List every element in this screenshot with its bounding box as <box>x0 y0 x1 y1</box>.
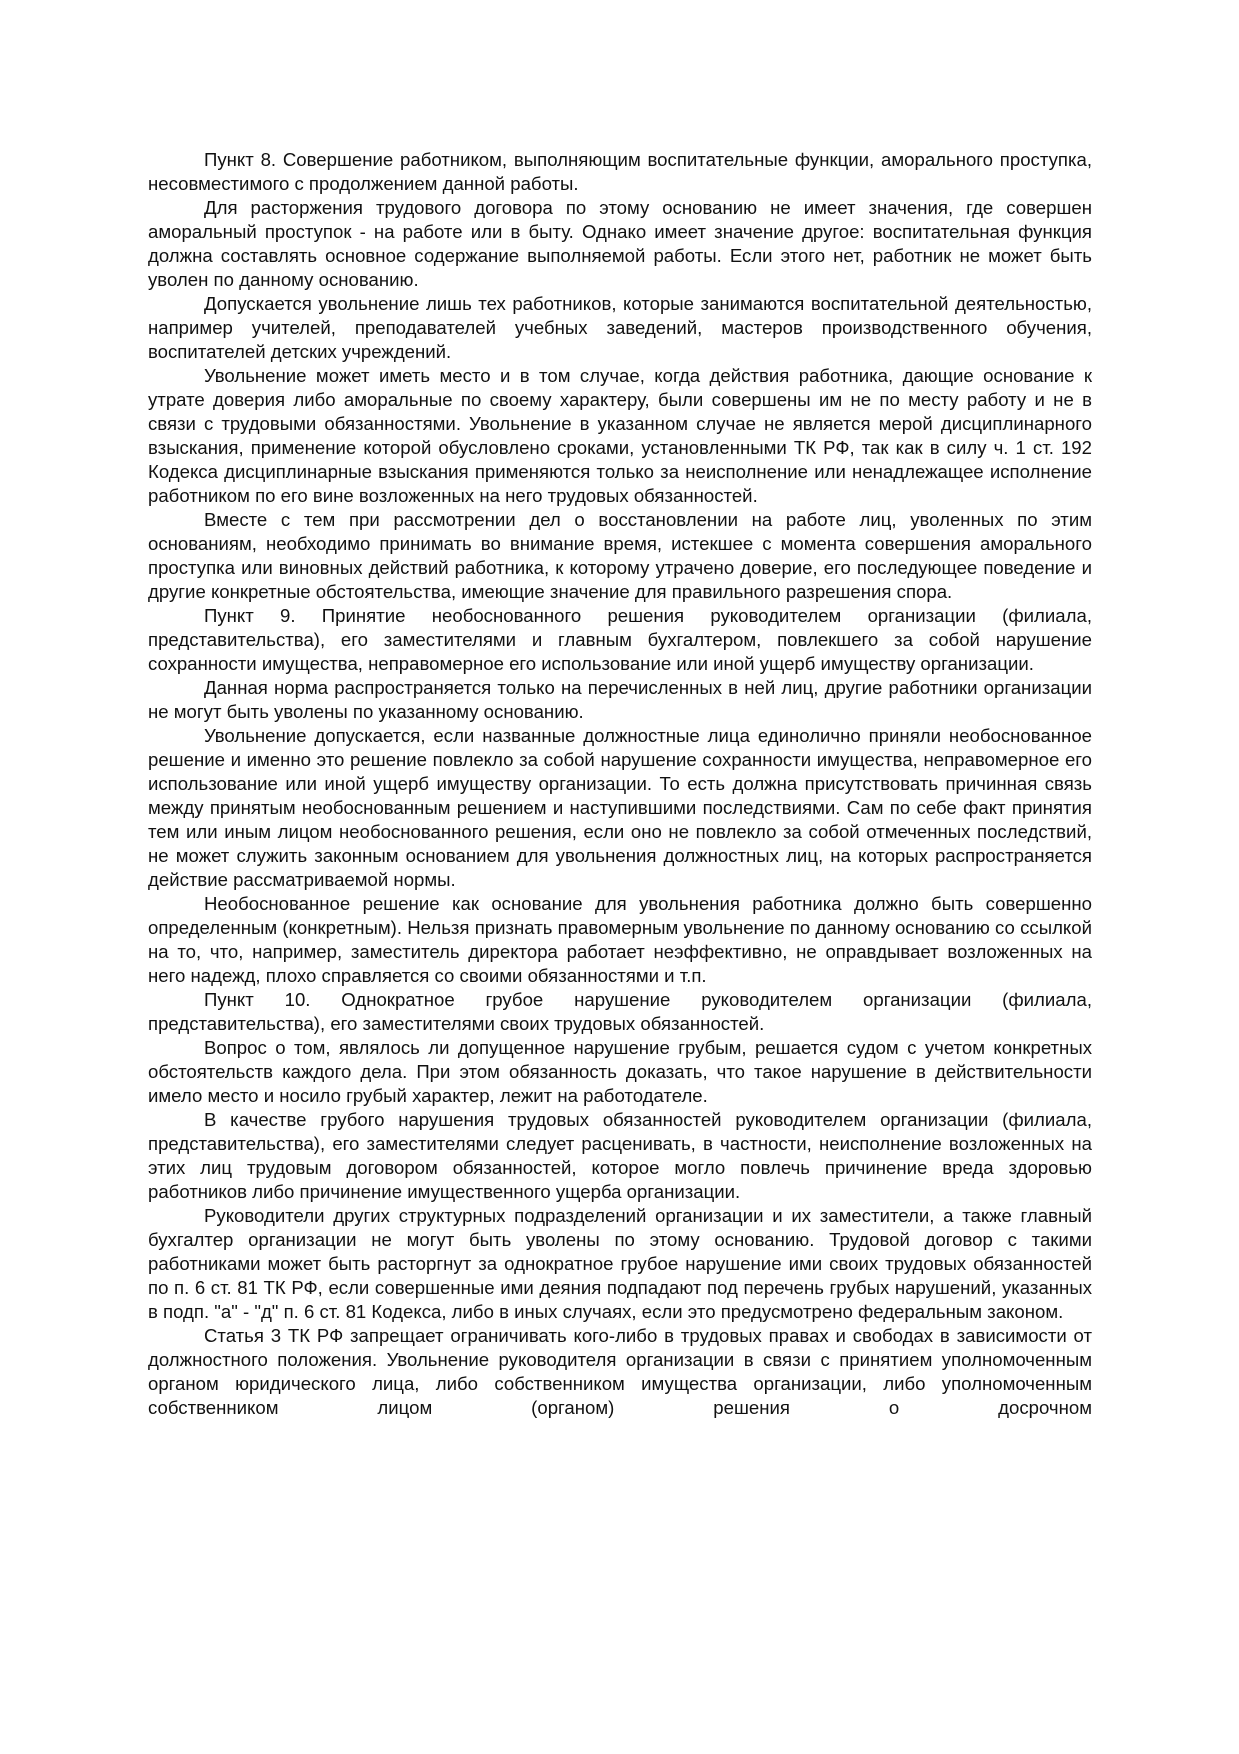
paragraph-last: Статья 3 ТК РФ запрещает ограничивать кого-либо в трудовых правах и свободах в зависимости от должностного положения. Увольнение руководителя организации в связи с принятием уполномоченным органом юридического лица, либо собственником имущества организации, либо уполномоченным собственником лицом (органом) решения о досрочном <box>148 1325 1092 1418</box>
paragraph: Данная норма распространяется только на перечисленных в ней лиц, другие работники организации не могут быть уволены по указанному основанию. <box>148 677 1092 722</box>
paragraph: Вопрос о том, являлось ли допущенное нарушение грубым, решается судом с учетом конкретных обстоятельств каждого дела. При этом обязанность доказать, что такое нарушение в действительности имело место и носило грубый характер, лежит на работодателе. <box>148 1037 1092 1106</box>
paragraph: В качестве грубого нарушения трудовых обязанностей руководителем организации (филиала, представительства), его заместителями следует расценивать, в частности, неисполнение возложенных на этих лиц трудовым договором обязанностей, которое могло повлечь причинение вреда здоровью работников либо причинение имущественного ущерба организации. <box>148 1109 1092 1202</box>
paragraph: Пункт 10. Однократное грубое нарушение руководителем организации (филиала, представительства), его заместителями своих трудовых обязанностей. <box>148 989 1092 1034</box>
paragraph: Увольнение допускается, если названные должностные лица единолично приняли необоснованное решение и именно это решение повлекло за собой нарушение сохранности имущества, неправомерное его использование или иной ущерб имуществу организации. То есть должна присутствовать причинная связь между принятым необоснованным решением и наступившими последствиями. Сам по себе факт принятия тем или иным лицом необоснованного решения, если оно не повлекло за собой отмеченных последствий, не может служить законным основанием для увольнения должностных лиц, на которых распространяется действие рассматриваемой нормы. <box>148 725 1092 890</box>
paragraph: Для расторжения трудового договора по этому основанию не имеет значения, где совершен аморальный проступок - на работе или в быту. Однако имеет значение другое: воспитательная функция должна составлять основное содержание выполняемой работы. Если этого нет, работник не может быть уволен по данному основанию. <box>148 197 1092 290</box>
paragraph: Увольнение может иметь место и в том случае, когда действия работника, дающие основание к утрате доверия либо аморальные по своему характеру, были совершены им не по месту работу и не в связи с трудовыми обязанностями. Увольнение в указанном случае не является мерой дисциплинарного взыскания, применение которой обусловлено сроками, установленными ТК РФ, так как в силу ч. 1 ст. 192 Кодекса дисциплинарные взыскания применяются только за неисполнение или ненадлежащее исполнение работником по его вине возложенных на него трудовых обязанностей. <box>148 365 1092 506</box>
paragraph: Пункт 9. Принятие необоснованного решения руководителем организации (филиала, представительства), его заместителями и главным бухгалтером, повлекшего за собой нарушение сохранности имущества, неправомерное его использование или иной ущерб имуществу организации. <box>148 605 1092 674</box>
paragraph: Допускается увольнение лишь тех работников, которые занимаются воспитательной деятельностью, например учителей, преподавателей учебных заведений, мастеров производственного обучения, воспитателей детских учреждений. <box>148 293 1092 362</box>
paragraph: Пункт 8. Совершение работником, выполняющим воспитательные функции, аморального проступка, несовместимого с продолжением данной работы. <box>148 149 1092 194</box>
paragraph: Необоснованное решение как основание для увольнения работника должно быть совершенно определенным (конкретным). Нельзя признать правомерным увольнение по данному основанию со ссылкой на то, что, например, заместитель директора работает неэффективно, не оправдывает возложенных на него надежд, плохо справляется со своими обязанностями и т.п. <box>148 893 1092 986</box>
document-page <box>148 148 1092 1420</box>
paragraph: Руководители других структурных подразделений организации и их заместители, а также главный бухгалтер организации не могут быть уволены по этому основанию. Трудовой договор с такими работниками может быть расторгнут за однократное грубое нарушение ими своих трудовых обязанностей по п. 6 ст. 81 ТК РФ, если совершенные ими деяния подпадают под перечень грубых нарушений, указанных в подп. "а" - "д" п. 6 ст. 81 Кодекса, либо в иных случаях, если это предусмотрено федеральным законом. <box>148 1205 1092 1322</box>
paragraph: Вместе с тем при рассмотрении дел о восстановлении на работе лиц, уволенных по этим основаниям, необходимо принимать во внимание время, истекшее с момента совершения аморального проступка или виновных действий работника, к которому утрачено доверие, его последующее поведение и другие конкретные обстоятельства, имеющие значение для правильного разрешения спора. <box>148 509 1092 602</box>
